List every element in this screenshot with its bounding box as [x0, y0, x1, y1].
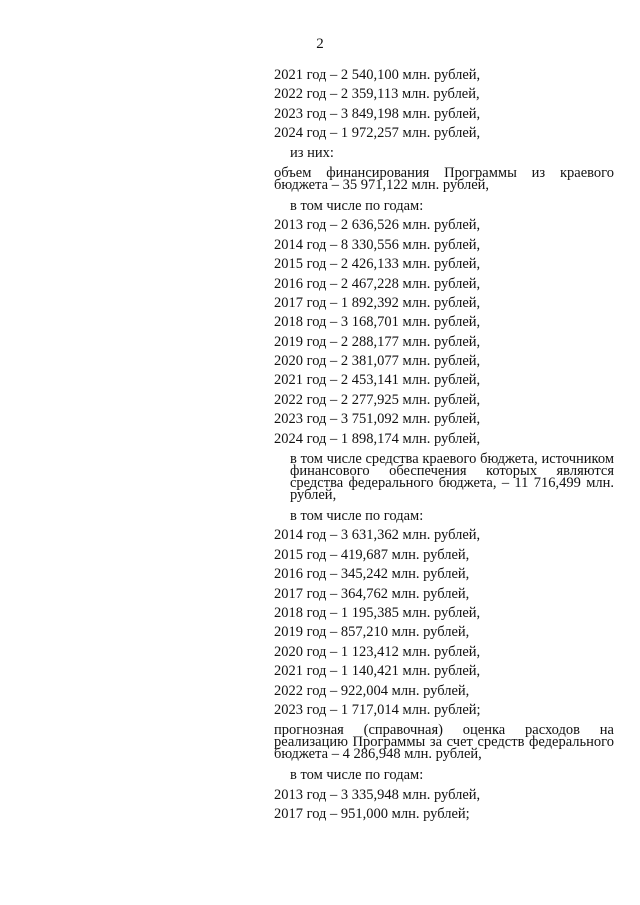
- year-line-2021: 2021 год – 2 540,100 млн. рублей,: [274, 67, 481, 83]
- federal-source-year-line: 2017 год – 364,762 млн. рублей,: [274, 585, 470, 602]
- federal-source-year-line: 2016 год – 345,242 млн. рублей,: [274, 566, 470, 583]
- federal-source-year-line: 2018 год – 1 195,385 млн. рублей,: [274, 604, 481, 621]
- regional-year-line: 2015 год – 2 426,133 млн. рублей,: [274, 256, 481, 273]
- federal-forecast-paragraph: прогнозная (справочная) оценка расходов на реализацию Программы за счет средств федерального бюджета – 4 286,948 млн. рублей,: [274, 722, 614, 763]
- year-line-2024: 2024 год – 1 972,257 млн. рублей,: [274, 125, 481, 142]
- federal-source-year-line: 2020 год – 1 123,412 млн. рублей,: [274, 643, 481, 660]
- regional-year-line: 2014 год – 8 330,556 млн. рублей,: [274, 236, 481, 253]
- by-years-label: в том числе по годам:: [290, 767, 424, 784]
- federal-year-line: 2013 год – 3 335,948 млн. рублей,: [274, 786, 481, 803]
- regional-year-line: 2020 год – 2 381,077 млн. рублей,: [274, 353, 481, 370]
- by-years-label: в том числе по годам:: [290, 197, 424, 214]
- year-line-2022: 2022 год – 2 359,113 млн. рублей,: [274, 86, 480, 103]
- year-line-2023: 2023 год – 3 849,198 млн. рублей,: [274, 105, 481, 122]
- regional-budget-paragraph: объем финансирования Программы из краевого бюджета – 35 971,122 млн. рублей,: [274, 164, 614, 193]
- financing-column: [274, 66, 614, 825]
- regional-year-line: 2016 год – 2 467,228 млн. рублей,: [274, 275, 481, 292]
- page-number: 2: [316, 36, 324, 52]
- federal-source-year-line: 2014 год – 3 631,362 млн. рублей,: [274, 527, 481, 544]
- federal-source-year-line: 2019 год – 857,210 млн. рублей,: [274, 624, 470, 641]
- regional-year-line: 2019 год – 2 288,177 млн. рублей,: [274, 333, 481, 350]
- federal-year-line: 2017 год – 951,000 млн. рублей;: [274, 806, 470, 823]
- regional-year-line: 2018 год – 3 168,701 млн. рублей,: [274, 314, 481, 331]
- federal-source-year-line: 2023 год – 1 717,014 млн. рублей;: [274, 701, 481, 718]
- regional-year-line: 2024 год – 1 898,174 млн. рублей,: [274, 430, 481, 447]
- regional-year-line: 2022 год – 2 277,925 млн. рублей,: [274, 391, 481, 408]
- regional-year-line: 2021 год – 2 453,141 млн. рублей,: [274, 372, 481, 389]
- federal-source-year-line: 2015 год – 419,687 млн. рублей,: [274, 546, 470, 563]
- federal-source-year-line: 2021 год – 1 140,421 млн. рублей,: [274, 663, 481, 680]
- regional-year-line: 2023 год – 3 751,092 млн. рублей,: [274, 411, 481, 428]
- regional-year-line: 2013 год – 2 636,526 млн. рублей,: [274, 217, 481, 234]
- federal-source-year-line: 2022 год – 922,004 млн. рублей,: [274, 682, 470, 699]
- regional-year-line: 2017 год – 1 892,392 млн. рублей,: [274, 294, 481, 311]
- by-years-label: в том числе по годам:: [290, 508, 424, 525]
- federal-source-paragraph: в том числе средства краевого бюджета, источником финансового обеспечения которых являются средства федерального бюджета, – 11 716,499 млн. рублей,: [290, 451, 614, 504]
- of-which-label: из них:: [290, 144, 334, 161]
